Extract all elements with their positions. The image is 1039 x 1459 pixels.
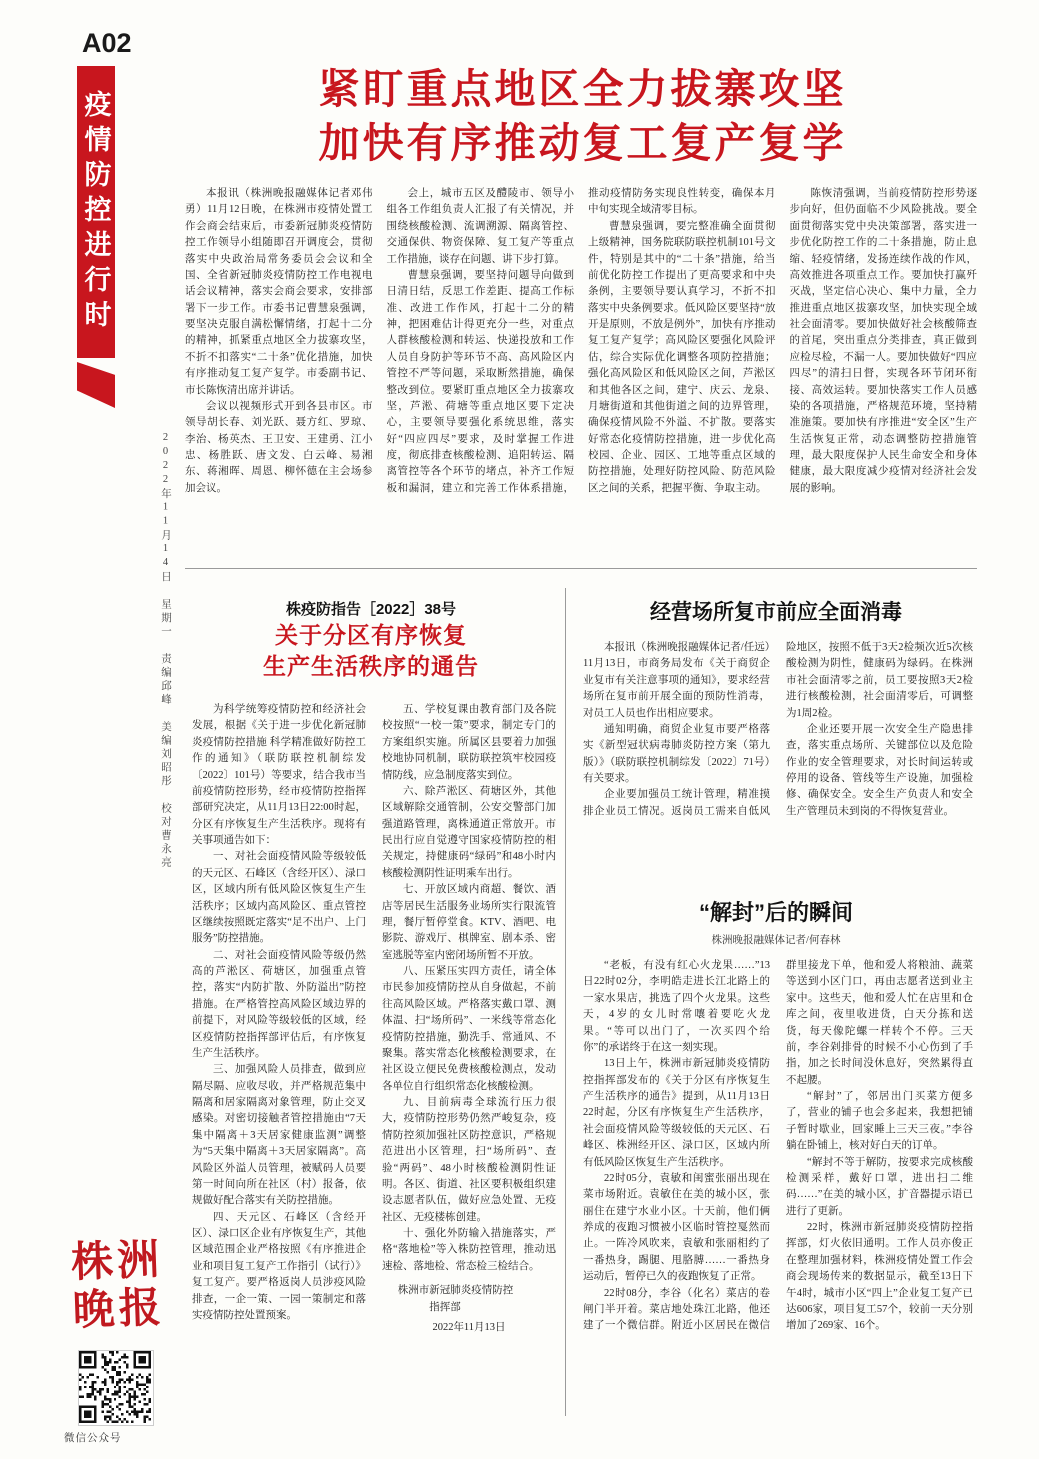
moment-article-body (583, 958, 973, 1414)
article-paragraph: 本报讯（株洲晚报融媒体记者/任远）11月13日，市商务局发布《关于商贸企业复市有关注意事项的通知》，要求经营场所在复市前开展全面的预防性消毒，对员工人员也作出相应要求。 (583, 642, 770, 719)
article-paragraph: 22时，株洲市新冠肺炎疫情防控指挥部，灯火依旧通明。工作人员亦俊正在整理加强材料，株洲疫情处置工作会商会现场传来的数据显示，截至13日下午4时，城市小区“四上”企业复工复产已达606家，项目复工57个，较前一天分别增加了269家、16个。 (786, 1222, 973, 1332)
article-paragraph: 曹慧泉强调，要坚持问题导向做到日清日结，反思工作差距、提高工作标准、改进工作作风，打起十二分的精神，把困难估计得更充分一些，对重点人群核酸检测和转运、快递投放和工作人员自身防护等环节不高、高风险区内管控不严等问题，采取断然措施，确保整改到位。要紧盯重点地区全力拔寨攻坚，芦淞、荷塘等重点地区要下定决心，主要领导要强化系统思维，落实好“四应四尽”要求，及时掌握工作进度，彻底排查核酸检测、追阳转运、隔离管控等各个环节的堵点，补齐工作短板和漏洞，建立和完善工作体系措施，推动疫情防务实现良性转变，确保本月中旬实现全域清零目标。 (386, 188, 776, 494)
article-paragraph: 九、目前病毒全球流行压力很大，疫情防控形势仍然严峻复杂，疫情防控须加强社区防控意识，严格规范进出小区管理，扫“场所码”、查验“两码”、48小时核酸检测阴性证明。各区、街道、社区要积极组织建设志愿者队伍，做好应急处置、无疫社区、无疫楼栋创建。 (382, 1097, 556, 1223)
masthead-char: 报 (118, 1285, 162, 1334)
disinfect-headline: 经营场所复市前应全面消毒 (650, 601, 902, 624)
article-paragraph: 为科学统筹疫情防控和经济社会发展，根据《关于进一步优化新冠肺炎疫情防控措施 科学精准做好防控工作的通知》（联防联控机制综发〔2022〕101号）等要求，结合我市当前疫情防控形势，经市疫情防控指挥部研究决定，从11月13日22:00时起，分区有序恢复生产生活秩序。现将有关事项通告如下： (192, 704, 366, 846)
notice-title (185, 620, 557, 682)
article-paragraph: 二、对社会面疫情风险等级仍然高的芦淞区、荷塘区，加强重点管控，落实“内防扩散、外防溢出”防控措施。在严格管控高风险区域边界的前提下，对风险等级较低的区域，经区疫情防控指挥部评估后，有序恢复生产生活秩序。 (192, 949, 366, 1059)
moment-byline: 株洲晚报融媒体记者/何春林 (711, 935, 841, 946)
article-paragraph: 四、天元区、石峰区（含经开区）、渌口区企业有序恢复生产，其他区域范围企业严格按照《有序推进企业和项目复工复产工作指引（试行）》复工复产。要严格返岗人员涉疫风险排查，一企一策、一园一策制定和落实疫情防控处置预案。 (192, 1211, 366, 1321)
article-paragraph: 通知明确，商贸企业复市要严格落实《新型冠状病毒肺炎防控方案（第九版）》（联防联控机制综发〔2022〕71号）有关要求。 (583, 723, 770, 784)
lead-article-body (185, 186, 977, 548)
article-paragraph: 会上，城市五区及醴陵市、领导小组各工作组负责人汇报了有关情况，并围绕核酸检测、流调溯源、隔离管控、交通保供、物资保障、复工复产等重点工作措施，谈存在问题、讲下步打算。 (386, 188, 574, 265)
masthead-char: 洲 (116, 1237, 160, 1285)
article-paragraph: 企业还要开展一次安全生产隐患排查，落实重点场所、关键部位以及危险作业的安全管理要求，对长时间运转或停用的设备、管线等生产设施，加强检修、确保安全。安全生产负责人和安全生产管理员未到岗的不得恢复营业。 (786, 723, 973, 817)
edition-dateline: 2022年11月14日 星期一 责编邱峰 美编刘昭彤 校对曹永亮 (160, 432, 171, 870)
lead-headline-line1: 紧盯重点地区全力拔寨攻坚 (318, 66, 847, 112)
column-banner-text: 疫情防控进行时 (80, 89, 111, 335)
qr-code-image (79, 1351, 151, 1423)
article-paragraph: “解封”了，邻居出门买菜方便多了，营业的铺子也会多起来，我想把铺子暂时歇业，回家睡上三天三夜。”李谷躺在卧铺上，核对好白天的订单。 (786, 1091, 973, 1152)
lead-headline (185, 62, 980, 170)
article-paragraph: 会议以视频形式开到各县市区。市领导胡长春、刘光跃、聂方红、罗琼、李治、杨英杰、王卫安、王建勇、江小忠、杨胜跃、唐文发、白云峰、易湘东、蒋湘晖、周恩、柳怀德在主会场参加会议。 (185, 400, 373, 494)
article-paragraph: 十、强化外防输入措施落实，严格“落地检”等入株防控管理，推动迅速检、落地检、常态检三检结合。 (382, 1228, 556, 1272)
article-paragraph: 三、加强风险人员排查，做到应隔尽隔、应收尽收，并严格规范集中隔离和居家隔离对象管理，防止交叉感染。对密切接触者管控措施由“7天集中隔离＋3天居家健康监测”调整为“5天集中隔离＋3天居家隔离”。高风险区外溢人员管理，被赋码人员要第一时间向所在社区（村）报备，依规做好配合落实有关防控措施。 (192, 1064, 366, 1207)
notice-date: 2022年11月13日 (432, 1321, 506, 1333)
newspaper-masthead (68, 1236, 163, 1336)
article-paragraph: 七、开放区域内商超、餐饮、酒店等居民生活服务业场所实行限流管理，餐厅暂停堂食。KTV、酒吧、电影院、游戏厅、棋牌室、剧本杀、密室逃脱等室内密闭场所暂不开放。 (382, 884, 556, 961)
article-paragraph: 一、对社会面疫情风险等级较低的天元区、石峰区（含经开区）、渌口区，区域内所有低风险区恢复生产生活秩序；区域内高风险区、重点管控区继续按照既定落实“足不出户、上门服务”防控措施。 (192, 851, 366, 945)
masthead-char: 晚 (72, 1287, 116, 1335)
vertical-rule (565, 588, 566, 1416)
article-paragraph: 企业要加强员工统计管理，精准摸排企业员工情况。返岗员工需来自低风险地区，按照不低于3天2检频次近5次核酸检测为阴性，健康码为绿码。在株洲市社会面清零之前，员工要按照3天2检进行核酸检测，社会面清零后，可调整为1周2检。 (583, 642, 973, 817)
notice-article-body (192, 702, 556, 1342)
notice-signature: 指挥部 (429, 1301, 461, 1313)
notice-title-line2: 生产生活秩序的通告 (263, 653, 479, 680)
moment-headline: “解封”后的瞬间 (698, 900, 853, 925)
notice-signature: 株洲市新冠肺炎疫情防控 (397, 1285, 514, 1297)
wechat-account-label: 微信公众号 (64, 1433, 122, 1444)
article-paragraph: 曹慧泉强调，要完整准确全面贯彻上级精神，国务院联防联控机制101号文件，特别是其中的“二十条”措施，给当前优化防控工作提出了更高要求和中央条例，主要领导要认真学习，不折不扣落实中央条例要求。低风险区要坚持“放开是原则，不放是例外”，加快有序推动复工复产复学；高风险区要强化风险评估，综合实际优化调整各项防控措施；强化高风险区和低风险区之间，芦淞区和其他各区之间，建宁、庆云、龙泉、月塘街道和其他街道之间的边界管理，确保疫情风险不外溢、不扩散。要落实好常态化疫情防控措施，进一步优化高校园、企业、园区、工地等重点区域的防控措施，处理好防控风险、防范风险区之间的关系，把握平衡、争取主动。 (588, 220, 776, 494)
article-paragraph: 22时05分，袁敏和闺蜜张丽出现在菜市场附近。袁敏住在美的城小区，张丽住在建宁水业小区。十天前，他们俩养成的夜跑习惯被小区临时管控戛然而止。一阵冷风吹来，袁敏和张丽相约了一番热身，踢腿、甩胳膊……一番热身运动后，暂停已久的夜跑恢复了正常。 (583, 1172, 770, 1283)
horizontal-rule (185, 568, 977, 569)
article-paragraph: 13日上午，株洲市新冠肺炎疫情防控指挥部发布的《关于分区有序恢复生产生活秩序的通告》提到，从11月13日22时起，分区有序恢复生产生活秩序，社会面疫情风险等级较低的天元区、石峰区、株洲经开区、渌口区，区域内所有低风险区恢复生产生活秩序。 (583, 1058, 770, 1168)
qr-code (78, 1350, 154, 1426)
article-paragraph: 陈恢清强调，当前疫情防控形势逐步向好，但仍面临不少风险挑战。要全面贯彻落实党中央决策部署，落实进一步优化防控工作的二十条措施，防止息缩、轻疫情绪，发扬连续作战的作风，高效推进各项重点工作。要加快打赢歼灭战，坚定信心决心、集中力量，全力推进重点地区拔寨攻坚，加快实现全域社会面清零。要加快做好社会核酸筛查的首尾，突出重点分类排查，真正做到应检尽检，不漏一人。要加快做好“四应四尽”的清扫日督，实现各环节闭环衔接、高效运转。要加快落实工作人员感染的各项措施，严格规范环境，坚持精准施策。要加快有序推进“安全区”生产生活恢复正常，动态调整防控措施管理，最大限度保护人民生命安全和身体健康，最大限度减少疫情对经济社会发展的影响。 (789, 188, 977, 494)
article-paragraph: 22时08分，李谷（化名）菜店的卷闸门半开着。菜店地处珠江北路，他还建了一个微信群。附近小区居民在微信群里接龙下单，他和爱人将粮油、蔬菜等送到小区门口，再由志愿者送到业主家中。这些天，他和爱人忙在店里和仓库之间，夜里收进货，白天分拣和送货，每天像陀螺一样转个不停。三天前，李谷剁排骨的时候不小心伤到了手指，加之长时间没休息好，突然累得直不起腰。 (583, 960, 973, 1332)
notice-title-line1: 关于分区有序恢复 (275, 622, 467, 648)
page-number: A02 (82, 28, 132, 58)
masthead-char: 株 (70, 1239, 114, 1287)
article-paragraph: “老板，有没有红心火龙果……”13日22时02分，李明皓走进长江北路上的一家水果店，挑选了四个火龙果。这些天，4岁的女儿时常嚷着要吃火龙果。“等可以出门了，一次买四个给你”的承诺终于在这一刻实现。 (583, 960, 770, 1053)
article-paragraph: 本报讯（株洲晚报融媒体记者邓伟勇）11月12日晚，在株洲市疫情处置工作会商会结束后，市委新冠肺炎疫情防控工作领导小组随即召开调度会，贯彻落实中央政治局常务委员会会议和全国、全省新冠肺炎疫情防控工作电视电话会议精神，落实会商会要求，安排部署下一步工作。市委书记曹慧泉强调，要坚决克服自满松懈情绪，打起十二分的精神，抓紧重点地区全力拔寨攻坚，不折不扣落实“二十条”优化措施，加快有序推动复工复产复学。市委副书记、市长陈恢清出席并讲话。 (185, 188, 373, 396)
article-paragraph: 八、压紧压实四方责任，请全体市民参加疫情防控从自身做起，不前往高风险区域。严格落实戴口罩、测体温、扫“场所码”、一米线等常态化疫情防控措施，勤洗手、常通风、不聚集。落实常态化核酸检测要求，在社区设立便民免费核酸检测点，发动各单位自行组织常态化核酸检测。 (382, 966, 556, 1092)
article-paragraph: 五、学校复课由教育部门及各院校按照“一校一策”要求，制定专门的方案组织实施。所属区县要着力加强校地协同机制，联防联控筑牢校园疫情防线，应急制度落实到位。 (382, 704, 556, 781)
column-banner (77, 66, 115, 358)
notice-kicker: 株疫防指告［2022］38号 (285, 601, 457, 618)
article-paragraph: 六、除芦淞区、荷塘区外，其他区域解除交通管制，公安交警部门加强道路管理，离株通道正常放开。市民出行应自觉遵守国家疫情防控的相关规定，持健康码“绿码”和48小时内核酸检测阴性证明乘车出行。 (382, 785, 556, 879)
lead-headline-line2: 加快有序推动复工复产复学 (318, 120, 847, 167)
column-banner-ribbon (77, 362, 115, 408)
disinfect-article-body (583, 640, 973, 878)
article-paragraph: “解封不等于解防，按要求完成核酸检测采样，戴好口罩，进出扫二维码……”在美的城小区，扩音器提示语已进行了更新。 (786, 1156, 973, 1217)
